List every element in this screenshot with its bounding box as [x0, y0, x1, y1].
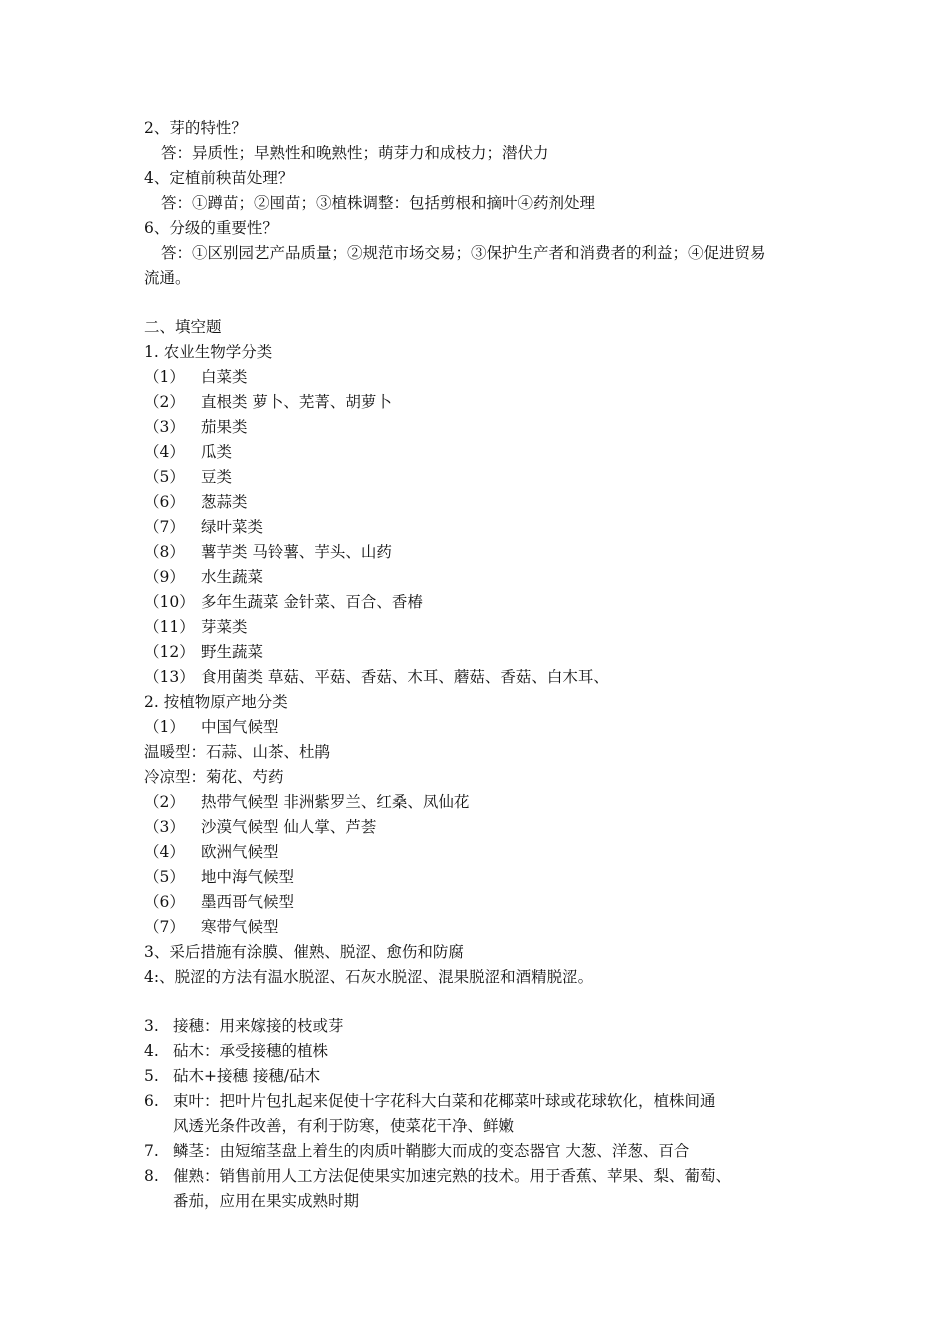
- definition-item-continued: 番茄，应用在果实成熟时期: [173, 1192, 360, 1210]
- answer-4: 答：①蹲苗；②囤苗；③植株调整：包括剪根和摘叶④药剂处理: [161, 194, 596, 212]
- list-item: （4） 瓜类: [144, 443, 233, 461]
- answer-6-continued: 流通。: [144, 269, 191, 287]
- fill-3: 3、采后措施有涂膜、催熟、脱涩、愈伤和防腐: [144, 943, 464, 961]
- list-item: （9） 水生蔬菜: [144, 568, 264, 586]
- section-title: 二、填空题: [144, 318, 222, 336]
- list-item: （3） 茄果类: [144, 418, 248, 436]
- fill-4: 4:、脱涩的方法有温水脱涩、石灰水脱涩、混果脱涩和酒精脱涩。: [144, 968, 594, 986]
- list-item: （7） 绿叶菜类: [144, 518, 264, 536]
- list-item: （3） 沙漠气候型 仙人掌、芦荟: [144, 818, 377, 836]
- answer-2: 答：异质性；早熟性和晚熟性；萌芽力和成枝力；潜伏力: [161, 144, 549, 162]
- list-item: （1） 中国气候型: [144, 718, 279, 736]
- definition-item: 4. 砧木：承受接穗的植株: [144, 1042, 329, 1060]
- list-item: （6） 墨西哥气候型: [144, 893, 295, 911]
- group2-title: 2. 按植物原产地分类: [144, 693, 288, 711]
- list-item: （11） 芽菜类: [144, 618, 248, 636]
- answer-6: 答：①区别园艺产品质量；②规范市场交易；③保护生产者和消费者的利益；④促进贸易: [161, 244, 766, 262]
- list-item: （1） 白菜类: [144, 368, 248, 386]
- definition-item: 3. 接穗：用来嫁接的枝或芽: [144, 1017, 344, 1035]
- list-item: （12） 野生蔬菜: [144, 643, 264, 661]
- list-item: （5） 豆类: [144, 468, 233, 486]
- question-6: 6、分级的重要性？: [144, 219, 278, 237]
- list-item: （4） 欧洲气候型: [144, 843, 279, 861]
- definition-item: 7. 鳞茎：由短缩茎盘上着生的肉质叶鞘膨大而成的变态器官 大葱、洋葱、百合: [144, 1142, 690, 1160]
- definition-item: 5. 砧木+接穗 接穗/砧木: [144, 1067, 321, 1085]
- warm-type: 温暖型：石蒜、山茶、杜鹃: [144, 743, 331, 761]
- list-item: （2） 热带气候型 非洲紫罗兰、红桑、凤仙花: [144, 793, 470, 811]
- list-item: （5） 地中海气候型: [144, 868, 295, 886]
- cool-type: 冷凉型：菊花、芍药: [144, 768, 284, 786]
- list-item: （2） 直根类 萝卜、芜菁、胡萝卜: [144, 393, 392, 411]
- question-2: 2、芽的特性？: [144, 119, 247, 137]
- question-4: 4、定植前秧苗处理？: [144, 169, 294, 187]
- list-item: （7） 寒带气候型: [144, 918, 279, 936]
- definition-item: 8. 催熟：销售前用人工方法促使果实加速完熟的技术。用于香蕉、苹果、梨、葡萄、: [144, 1167, 732, 1185]
- definition-item: 6. 束叶：把叶片包扎起来促使十字花科大白菜和花椰菜叶球或花球软化，植株间通: [144, 1092, 716, 1110]
- list-item: （6） 葱蒜类: [144, 493, 248, 511]
- group1-title: 1. 农业生物学分类: [144, 343, 273, 361]
- list-item: （8） 薯芋类 马铃薯、芋头、山药: [144, 543, 392, 561]
- definition-item-continued: 风透光条件改善，有利于防寒，使菜花干净、鲜嫩: [173, 1117, 515, 1135]
- list-item: （13） 食用菌类 草菇、平菇、香菇、木耳、蘑菇、香菇、白木耳、: [144, 668, 609, 686]
- list-item: （10） 多年生蔬菜 金针菜、百合、香椿: [144, 593, 423, 611]
